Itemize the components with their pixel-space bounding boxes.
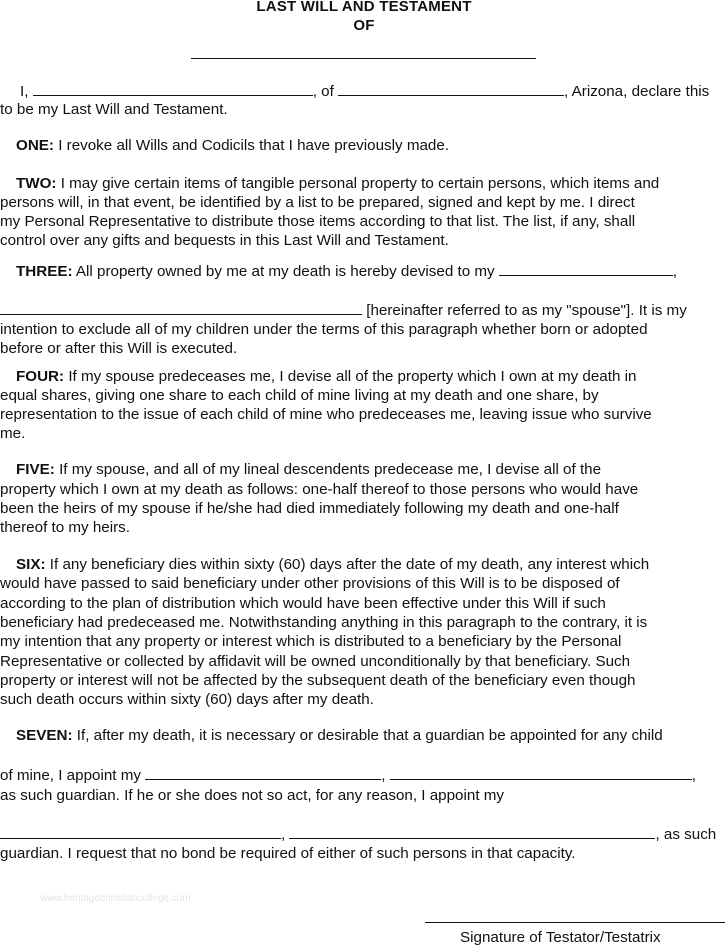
alternate-guardian-address-blank[interactable] (289, 825, 655, 839)
article-three-line-4: before or after this Will is executed. (0, 340, 238, 357)
document-title: LAST WILL AND TESTAMENT (256, 0, 472, 15)
article-seven-line-5: guardian. I request that no bond be required of either of such persons in that capacity. (0, 845, 576, 862)
article-seven-comma-3: , (281, 826, 286, 843)
article-six-line-1 (16, 555, 649, 574)
intro-declare-text: , Arizona, declare this (564, 83, 710, 100)
signature-line[interactable] (425, 922, 725, 923)
article-six-text: If any beneficiary dies within sixty (60) days after the date of my death, any interest which (49, 556, 650, 573)
article-three-line-3: intention to exclude all of my children under the terms of this paragraph whether born or adopted (0, 321, 648, 338)
article-seven-label: SEVEN: (16, 727, 73, 744)
article-two-line-3: my Personal Representative to distribute those items according to that list. The list, if any, shall (0, 213, 636, 230)
article-six-label: SIX: (16, 556, 46, 573)
article-seven-line-1 (16, 726, 663, 745)
spouse-name-continued-blank[interactable] (0, 301, 362, 315)
article-seven-comma: , (381, 767, 386, 784)
article-two-line-2: persons will, in that event, be identified by a list to be prepared, signed and kept by me. I direct (0, 194, 635, 211)
article-one-label: ONE: (16, 137, 54, 154)
article-six-line-6: Representative or collected by affidavit will be owned unconditionally by that beneficiary. Such (0, 653, 631, 670)
guardian-name-blank[interactable] (145, 766, 381, 780)
article-seven-line-3: as such guardian. If he or she does not so act, for any reason, I appoint my (0, 787, 505, 804)
article-seven-comma-2: , (691, 767, 696, 784)
intro-of-label: , of (312, 83, 334, 100)
article-four-line-2: equal shares, giving one share to each child of mine living at my death and one share, by (0, 387, 599, 404)
article-six-line-5: my intention that any property or interest which is distributed to a beneficiary by the Personal (0, 633, 622, 650)
article-six-line-7: property or interest will not be affected by the subsequent death of the beneficiary even though (0, 672, 636, 689)
article-three-line-1 (16, 262, 677, 281)
article-seven-line-4 (0, 825, 716, 844)
article-five-label: FIVE: (16, 461, 55, 478)
intro-i-label: I, (20, 83, 29, 100)
article-five-line-4: thereof to my heirs. (0, 519, 130, 536)
article-three-label: THREE: (16, 263, 73, 280)
article-two-label: TWO: (16, 175, 57, 192)
guardian-address-blank[interactable] (390, 766, 692, 780)
spouse-name-blank[interactable] (499, 262, 673, 276)
article-two-line-4: control over any gifts and bequests in this Last Will and Testament. (0, 232, 449, 249)
article-four-line-3: representation to the issue of each child of mine who predeceases me, leaving issue who survive (0, 406, 652, 423)
article-six-line-4: beneficiary had predeceased me. Notwithstanding anything in this paragraph to the contrary, it is (0, 614, 648, 631)
article-six-line-3: according to the plan of distribution which would have been effective under this Will if such (0, 595, 606, 612)
article-seven-as-such: , as such (655, 826, 717, 843)
signature-label: Signature of Testator/Testatrix (460, 929, 661, 946)
intro-line-1 (20, 82, 709, 101)
article-seven-appoint-text: of mine, I appoint my (0, 767, 141, 784)
article-four-line-1 (16, 367, 636, 386)
intro-line-2: to be my Last Will and Testament. (0, 101, 228, 118)
article-one (16, 136, 449, 155)
article-five-line-3: been the heirs of my spouse if he/she had died immediately following my death and one-half (0, 500, 619, 517)
testator-name-blank[interactable] (191, 58, 536, 59)
document-title-of: OF (353, 17, 375, 34)
article-six-line-8: such death occurs within sixty (60) days after my death. (0, 691, 374, 708)
city-blank[interactable] (338, 82, 564, 96)
watermark-text: www.heritagechristiancollege.com (40, 893, 191, 904)
article-three-spouse-text: [hereinafter referred to as my "spouse"]. It is my (366, 302, 687, 319)
article-four-text: If my spouse predeceases me, I devise all of the property which I own at my death in (68, 368, 637, 385)
alternate-guardian-name-blank[interactable] (0, 825, 281, 839)
article-seven-line-2 (0, 766, 696, 785)
article-three-line-2 (0, 301, 687, 320)
article-one-text: I revoke all Wills and Codicils that I have previously made. (58, 137, 450, 154)
article-five-text: If my spouse, and all of my lineal descendents predecease me, I devise all of the (59, 461, 602, 478)
article-two-line-1 (16, 174, 659, 193)
article-three-text: All property owned by me at my death is hereby devised to my (75, 263, 495, 280)
article-seven-text: If, after my death, it is necessary or desirable that a guardian be appointed for any child (76, 727, 663, 744)
article-four-label: FOUR: (16, 368, 65, 385)
article-two-text: I may give certain items of tangible personal property to certain persons, which items and (60, 175, 660, 192)
article-three-comma: , (672, 263, 678, 280)
declarant-name-blank[interactable] (33, 82, 313, 96)
article-six-line-2: would have passed to said beneficiary under other provisions of this Will is to be disposed of (0, 575, 620, 592)
article-five-line-2: property which I own at my death as follows: one-half thereof to those persons who would have (0, 481, 639, 498)
article-five-line-1 (16, 460, 601, 479)
article-four-line-4: me. (0, 425, 26, 442)
